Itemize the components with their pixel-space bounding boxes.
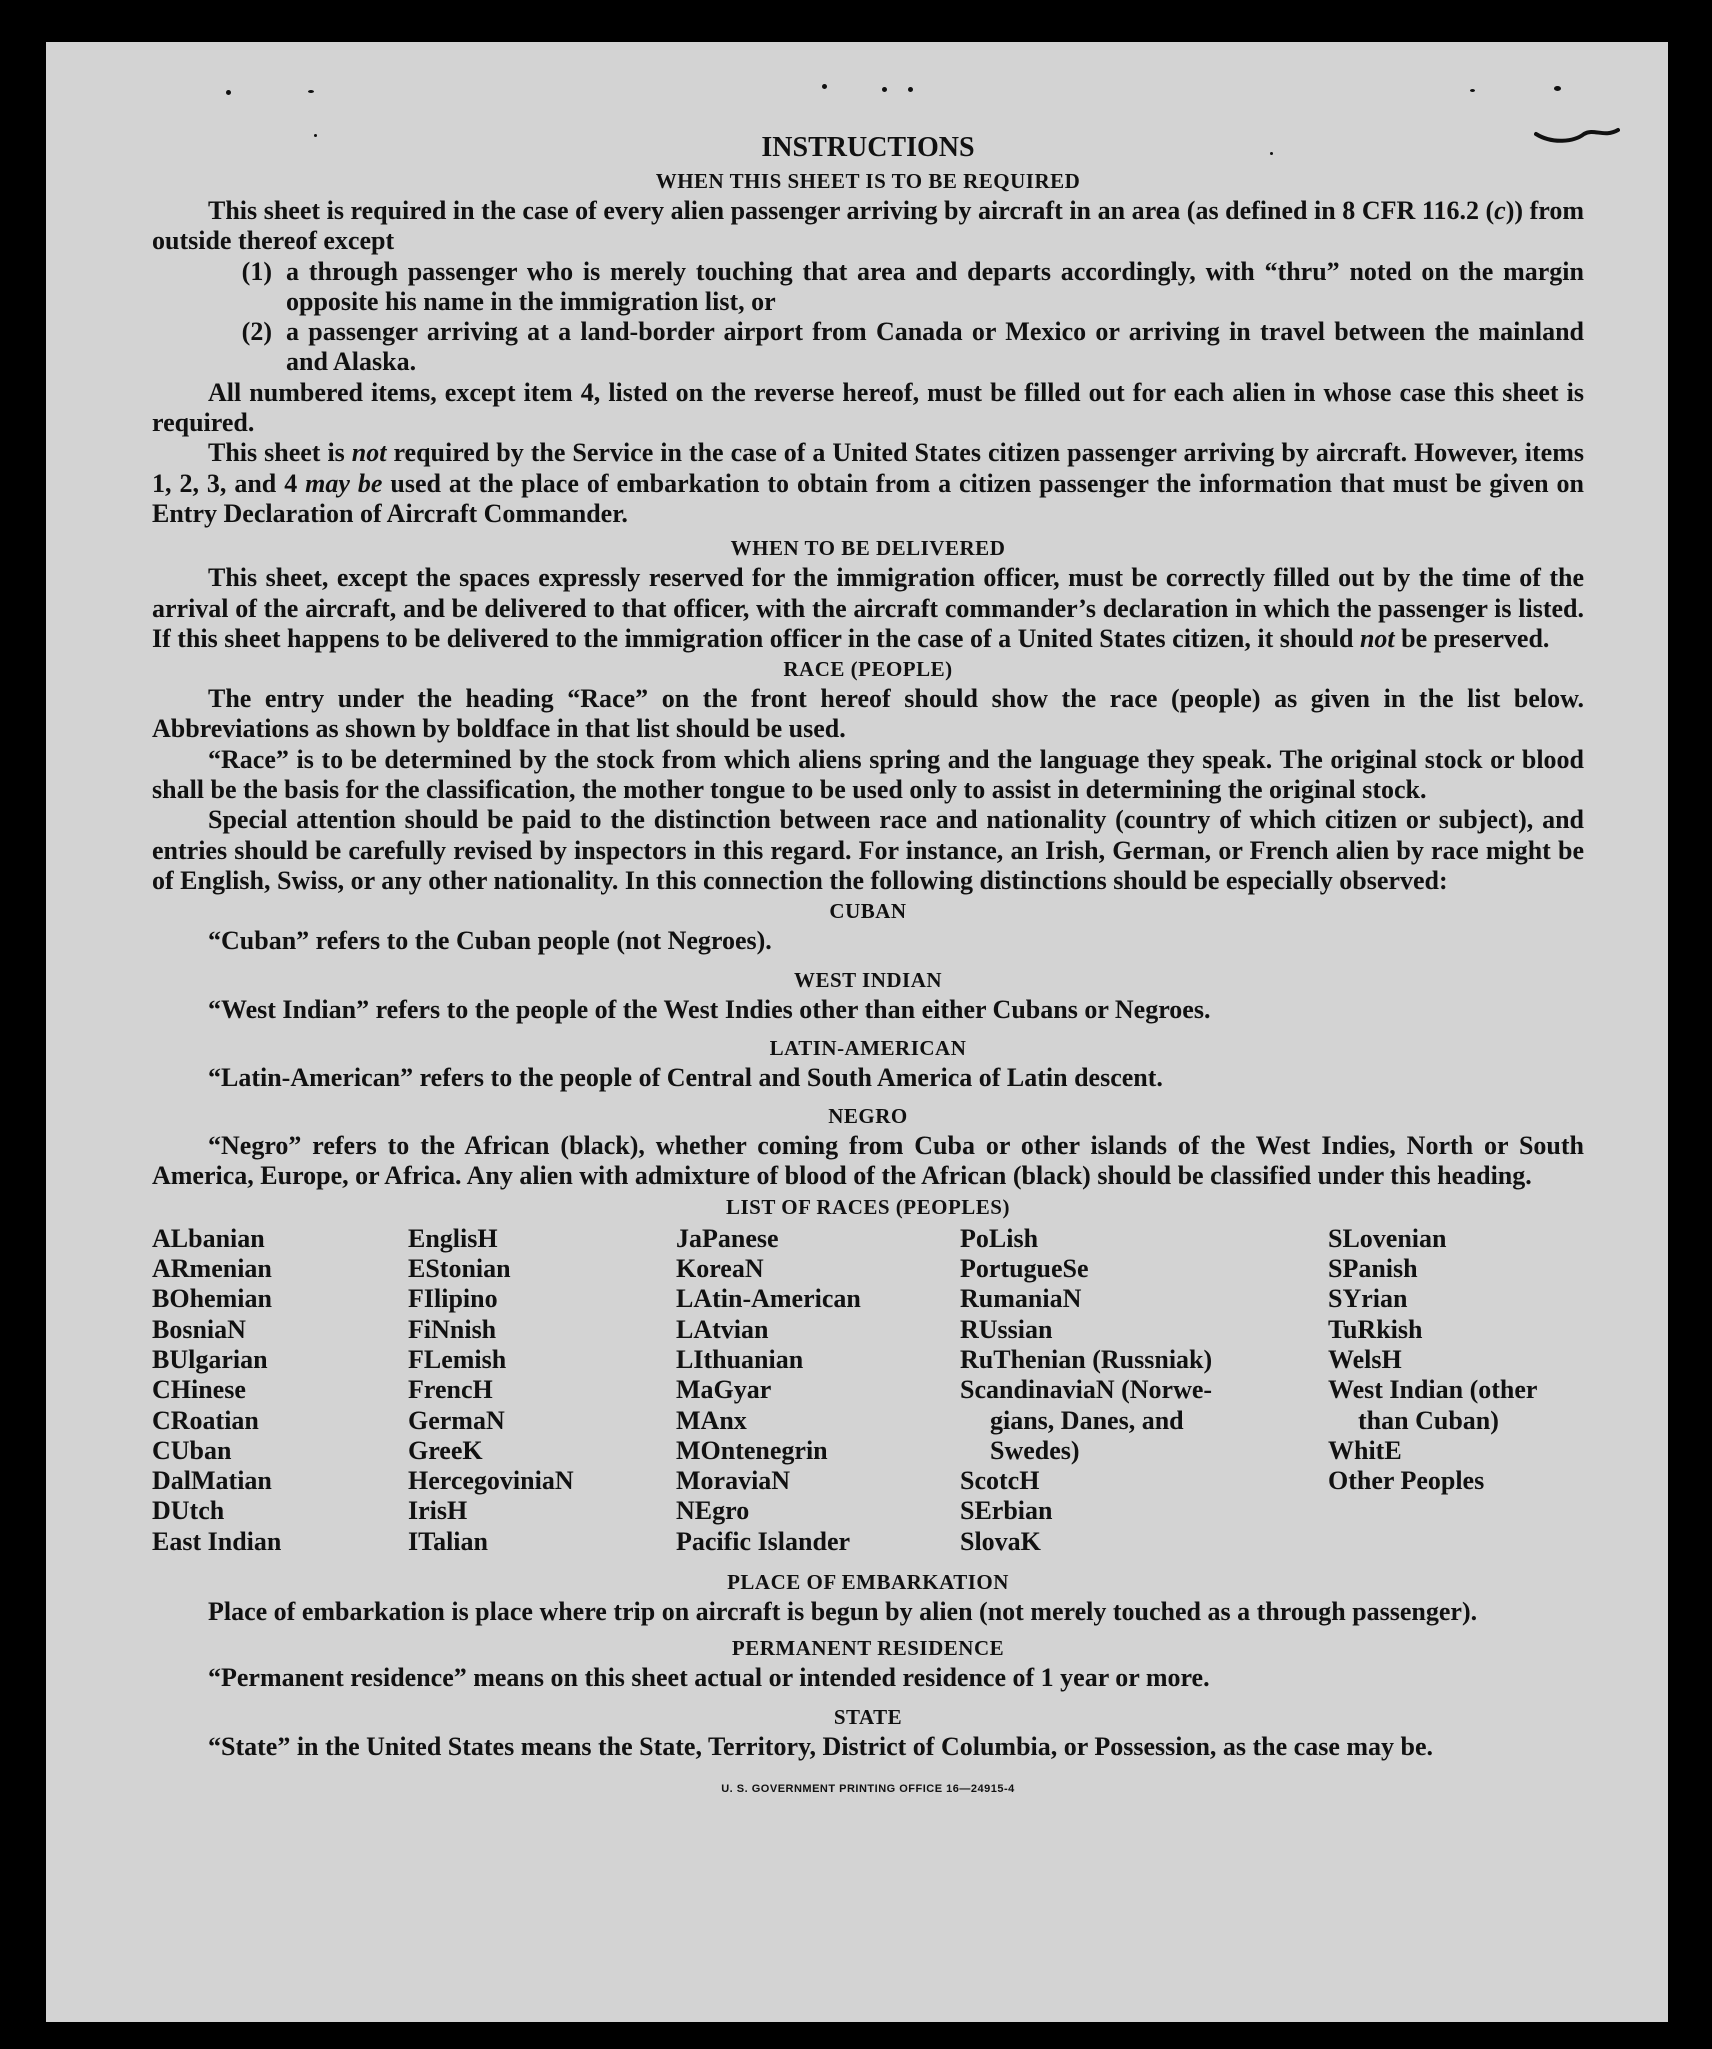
paragraph-when-required: This sheet is required in the case of every alien passenger arriving by aircraft in an area (as defined in 8 CFR 116.2 (c)) from outside thereof except xyxy=(152,196,1584,256)
race-entry: WhitE xyxy=(1328,1435,1402,1465)
race-entry: SErbian xyxy=(960,1496,1053,1526)
race-entry: DalMatian xyxy=(152,1466,272,1496)
race-entry: ITalian xyxy=(408,1526,488,1556)
race-column-1 xyxy=(152,1224,408,1557)
page-title: INSTRUCTIONS xyxy=(761,132,975,163)
race-entry: EnglisH xyxy=(408,1223,498,1253)
heading-latin-american: LATIN-AMERICAN xyxy=(769,1035,967,1060)
exception-item-2 xyxy=(152,317,1584,378)
race-entry: LIthuanian xyxy=(676,1344,804,1374)
race-column-5 xyxy=(1328,1224,1584,1557)
race-list xyxy=(152,1224,1584,1557)
race-entry: MoraviaN xyxy=(676,1466,791,1496)
heading-cuban: CUBAN xyxy=(829,899,907,924)
race-entry: Swedes) xyxy=(990,1435,1080,1465)
item-text: a passenger arriving at a land-border airport from Canada or Mexico or arriving in travel between the mainland and Alaska. xyxy=(286,317,1584,377)
race-entry: PortugueSe xyxy=(960,1254,1089,1284)
race-entry: BOhemian xyxy=(152,1284,272,1314)
race-entry: MAnx xyxy=(676,1405,747,1435)
race-entry: DUtch xyxy=(152,1496,225,1526)
race-entry: PoLish xyxy=(960,1223,1039,1253)
race-entry: EStonian xyxy=(408,1254,511,1284)
heading-permanent-residence: PERMANENT RESIDENCE xyxy=(731,1636,1005,1661)
race-entry: FiNnish xyxy=(408,1314,497,1344)
heading-list-of-races: LIST OF RACES (PEOPLES) xyxy=(726,1194,1010,1219)
scan-speck xyxy=(308,90,314,93)
heading-negro: NEGRO xyxy=(828,1104,908,1129)
race-entry: LAtvian xyxy=(676,1314,769,1344)
race-entry: IrisH xyxy=(408,1496,468,1526)
scan-speck xyxy=(908,87,913,92)
race-entry: HercegoviniaN xyxy=(408,1466,574,1496)
heading-west-indian: WEST INDIAN xyxy=(793,967,943,992)
scan-speck xyxy=(822,84,827,89)
paragraph-when-delivered: This sheet, except the spaces expressly reserved for the immigration officer, must be correctly filled out by the time of the arrival of the aircraft, and be delivered to that officer, with the aircraft commander’s declaration in which the passenger is listed. If this sheet happens to be delivered to the immigration officer in the case of a United States citizen, it should not be preserved. xyxy=(152,563,1584,653)
paragraph-race-2: “Race” is to be determined by the stock from which aliens spring and the language they speak. The original stock or blood shall be the basis for the classification, the mother tongue to be used only to assist in determining the original stock. xyxy=(152,744,1584,805)
race-column-2 xyxy=(408,1224,676,1557)
heading-when-delivered: WHEN TO BE DELIVERED xyxy=(730,536,1006,561)
race-entry: GreeK xyxy=(408,1435,483,1465)
race-entry: West Indian (other xyxy=(1328,1375,1538,1405)
race-entry: SPanish xyxy=(1328,1254,1418,1284)
race-entry: FLemish xyxy=(408,1344,507,1374)
race-entry: SYrian xyxy=(1328,1284,1408,1314)
paragraph-west-indian: “West Indian” refers to the people of the West Indies other than either Cubans or Negroes. xyxy=(208,994,1211,1024)
race-column-4 xyxy=(960,1224,1328,1557)
race-entry: MOntenegrin xyxy=(676,1435,828,1465)
race-entry: CHinese xyxy=(152,1375,246,1405)
heading-state: STATE xyxy=(833,1704,903,1729)
race-entry: RumaniaN xyxy=(960,1284,1082,1314)
document-sheet xyxy=(46,42,1668,2022)
race-column-3 xyxy=(676,1224,960,1557)
race-entry: FIlipino xyxy=(408,1284,498,1314)
race-entry: SlovaK xyxy=(960,1526,1041,1556)
race-entry: ARmenian xyxy=(152,1254,272,1284)
scan-speck xyxy=(1470,89,1475,92)
paragraph-embarkation: Place of embarkation is place where trip on aircraft is begun by alien (not merely touched as a through passenger). xyxy=(208,1596,1478,1626)
paragraph-state: “State” in the United States means the State, Territory, District of Columbia, or Possession, as the case may be. xyxy=(208,1731,1434,1761)
race-entry: GermaN xyxy=(408,1405,505,1435)
scan-speck xyxy=(882,87,887,92)
heading-race: RACE (PEOPLE) xyxy=(783,657,953,682)
race-entry: NEgro xyxy=(676,1496,750,1526)
scan-speck xyxy=(1554,86,1561,91)
race-entry: BosniaN xyxy=(152,1314,246,1344)
race-entry: MaGyar xyxy=(676,1375,772,1405)
race-entry: than Cuban) xyxy=(1358,1405,1499,1435)
heading-embarkation: PLACE OF EMBARKATION xyxy=(727,1569,1009,1594)
race-entry: BUlgarian xyxy=(152,1344,268,1374)
paragraph-latin-american: “Latin-American” refers to the people of Central and South America of Latin descent. xyxy=(208,1062,1163,1092)
paragraph-negro: “Negro” refers to the African (black), whether coming from Cuba or other islands of the West Indies, North or South America, Europe, or Africa. Any alien with admixture of blood of the African (black) should be classified under this heading. xyxy=(152,1131,1584,1191)
race-entry: WelsH xyxy=(1328,1344,1402,1374)
race-entry: Other Peoples xyxy=(1328,1466,1485,1496)
paragraph-race-3: Special attention should be paid to the distinction between race and nationality (country of which citizen or subject), and entries should be carefully revised by inspectors in this regard. For instance, an Irish, German, or French alien by race might be of English, Swiss, or any other nationality. In this connection the following distinctions should be especially observed: xyxy=(152,805,1584,895)
race-entry: SLovenian xyxy=(1328,1223,1447,1253)
race-entry: Pacific Islander xyxy=(676,1526,851,1556)
heading-when-required: WHEN THIS SHEET IS TO BE REQUIRED xyxy=(655,169,1081,193)
race-entry: CRoatian xyxy=(152,1405,259,1435)
paragraph-numbered-items: All numbered items, except item 4, listed on the reverse hereof, must be filled out for each alien in whose case this sheet is required. xyxy=(152,377,1584,438)
race-entry: RuThenian (Russniak) xyxy=(960,1344,1213,1374)
race-entry: ALbanian xyxy=(152,1223,265,1253)
item-text: a through passenger who is merely touching that area and departs accordingly, with “thru” noted on the margin opposite his name in the immigration list, or xyxy=(286,256,1584,316)
race-entry: LAtin-American xyxy=(676,1284,861,1314)
race-entry: CUban xyxy=(152,1435,232,1465)
race-entry: JaPanese xyxy=(676,1223,779,1253)
printing-office-footer: U. S. GOVERNMENT PRINTING OFFICE 16—24915-4 xyxy=(721,1782,1015,1795)
paragraph-permanent-residence: “Permanent residence” means on this sheet actual or intended residence of 1 year or more. xyxy=(208,1663,1210,1693)
race-entry: gians, Danes, and xyxy=(990,1405,1184,1435)
race-entry: ScandinaviaN (Norwe- xyxy=(960,1375,1213,1405)
race-entry: RUssian xyxy=(960,1314,1053,1344)
scan-speck xyxy=(226,90,231,95)
paragraph-race-1: The entry under the heading “Race” on the front hereof should show the race (people) as given in the list below. Abbreviations as shown by boldface in that list should be used. xyxy=(152,684,1584,744)
item-number: (1) xyxy=(241,256,272,286)
race-entry: East Indian xyxy=(152,1526,282,1556)
race-entry: TuRkish xyxy=(1328,1314,1423,1344)
instructions-body xyxy=(152,130,1584,1815)
race-entry: ScotcH xyxy=(960,1466,1040,1496)
exception-item-1 xyxy=(152,257,1584,318)
paragraph-cuban: “Cuban” refers to the Cuban people (not Negroes). xyxy=(208,926,772,956)
race-entry: KoreaN xyxy=(676,1254,764,1284)
paragraph-citizen: This sheet is not required by the Service in the case of a United States citizen passenger arriving by aircraft. However, items 1, 2, 3, and 4 may be used at the place of embarkation to obtain from a citizen passenger the information that must be given on Entry Declaration of Aircraft Commander. xyxy=(152,438,1585,528)
item-number: (2) xyxy=(241,317,272,347)
race-entry: FrencH xyxy=(408,1375,493,1405)
